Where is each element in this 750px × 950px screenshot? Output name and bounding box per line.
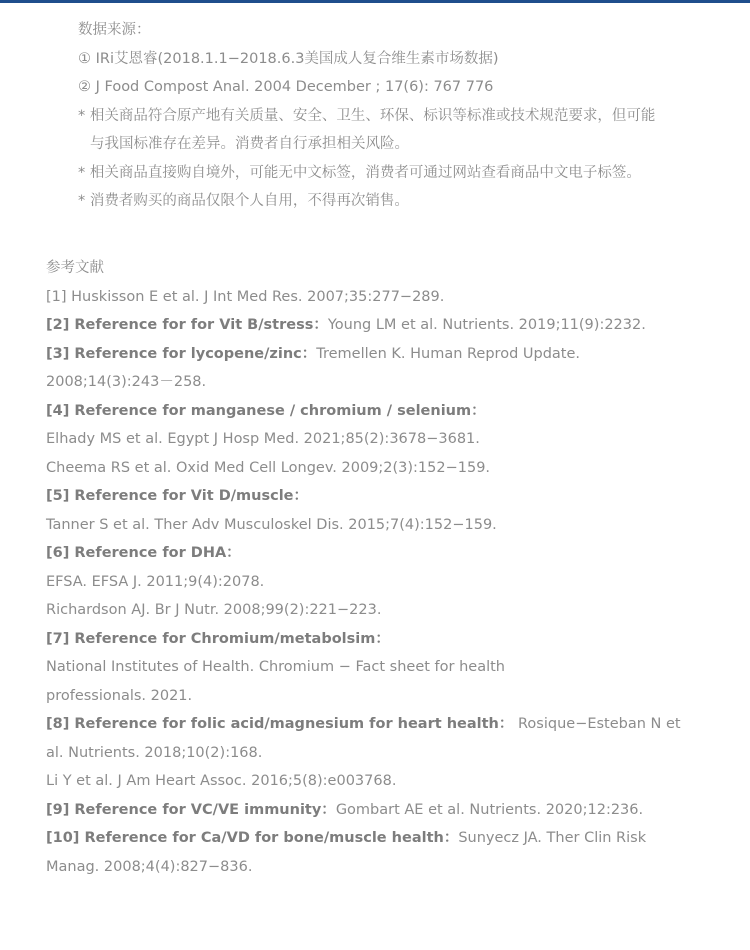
reference-citation: EFSA. EFSA J. 2011;9(4):2078.: [46, 573, 265, 590]
references-section: [46, 254, 726, 881]
reference-heading: [9] Reference for VC/VE immunity：: [46, 801, 336, 818]
reference-7-heading: [7] Reference for Chromium/metabolsim：: [46, 630, 390, 647]
data-source-item: ② J Food Compost Anal. 2004 December ; 17(6): 767 776: [78, 79, 494, 95]
reference-citation: professionals. 2021.: [46, 687, 193, 704]
reference-5-heading: [5] Reference for Vit D/muscle：: [46, 488, 308, 504]
disclaimer-note: * 相关商品符合原产地有关质量、安全、卫生、环保、标识等标准或技术规范要求，但可能: [78, 107, 656, 124]
reference-citation: Tremellen K. Human Reprod Update.: [316, 345, 581, 362]
top-accent-bar: [0, 0, 750, 3]
reference-citation: Gombart AE et al. Nutrients. 2020;12:236.: [335, 801, 644, 818]
reference-citation: Tanner S et al. Ther Adv Musculoskel Dis. 2015;7(4):152−159.: [46, 516, 497, 533]
reference-citation: National Institutes of Health. Chromium − Fact sheet for health: [46, 659, 505, 675]
reference-heading: [8] Reference for folic acid/magnesium for heart health：: [46, 716, 514, 732]
reference-6-heading: [6] Reference for DHA：: [46, 545, 241, 561]
reference-8: [46, 710, 726, 739]
reference-1: [1] Huskisson E et al. J Int Med Res. 2007;35:277−289.: [46, 288, 445, 305]
reference-heading: [10] Reference for Ca/VD for bone/muscle health：: [46, 830, 459, 846]
reference-8-continued: al. Nutrients. 2018;10(2):168.: [46, 744, 263, 761]
reference-3: [46, 340, 726, 369]
reference-10: [46, 824, 726, 853]
reference-citation: Li Y et al. J Am Heart Assoc. 2016;5(8):e003768.: [46, 773, 397, 789]
reference-citation: Elhady MS et al. Egypt J Hosp Med. 2021;85(2):3678−3681.: [46, 431, 480, 447]
reference-4-heading: [4] Reference for manganese / chromium / selenium：: [46, 402, 486, 419]
disclaimer-note: * 相关商品直接购自境外，可能无中文标签，消费者可通过网站查看商品中文电子标签。: [78, 164, 641, 181]
reference-3-continued: 2008;14(3):243－258.: [46, 374, 207, 390]
reference-9: [46, 796, 726, 825]
disclaimer-note: * 消费者购买的商品仅限个人自用，不得再次销售。: [78, 193, 409, 209]
reference-2: [46, 311, 726, 340]
references-title: 参考文献: [46, 260, 104, 276]
reference-heading: [2] Reference for for Vit B/stress：: [46, 317, 328, 333]
disclaimer-note-continued: 与我国标准存在差异。消费者自行承担相关风险。: [90, 136, 409, 152]
reference-citation: Sunyecz JA. Ther Clin Risk: [458, 830, 647, 846]
reference-citation: Rosique−Esteban N et: [513, 716, 681, 732]
reference-heading: [3] Reference for lycopene/zinc：: [46, 345, 317, 362]
data-source-section: [78, 16, 718, 216]
reference-citation: Richardson AJ. Br J Nutr. 2008;99(2):221−223.: [46, 602, 382, 618]
reference-citation: Cheema RS et al. Oxid Med Cell Longev. 2009;2(3):152−159.: [46, 459, 491, 476]
reference-10-continued: Manag. 2008;4(4):827−836.: [46, 858, 253, 875]
data-source-title: 数据来源：: [78, 22, 151, 38]
reference-citation: Young LM et al. Nutrients. 2019;11(9):2232.: [327, 317, 646, 333]
data-source-item: ① IRi艾恩睿(2018.1.1−2018.6.3美国成人复合维生素市场数据): [78, 50, 499, 67]
